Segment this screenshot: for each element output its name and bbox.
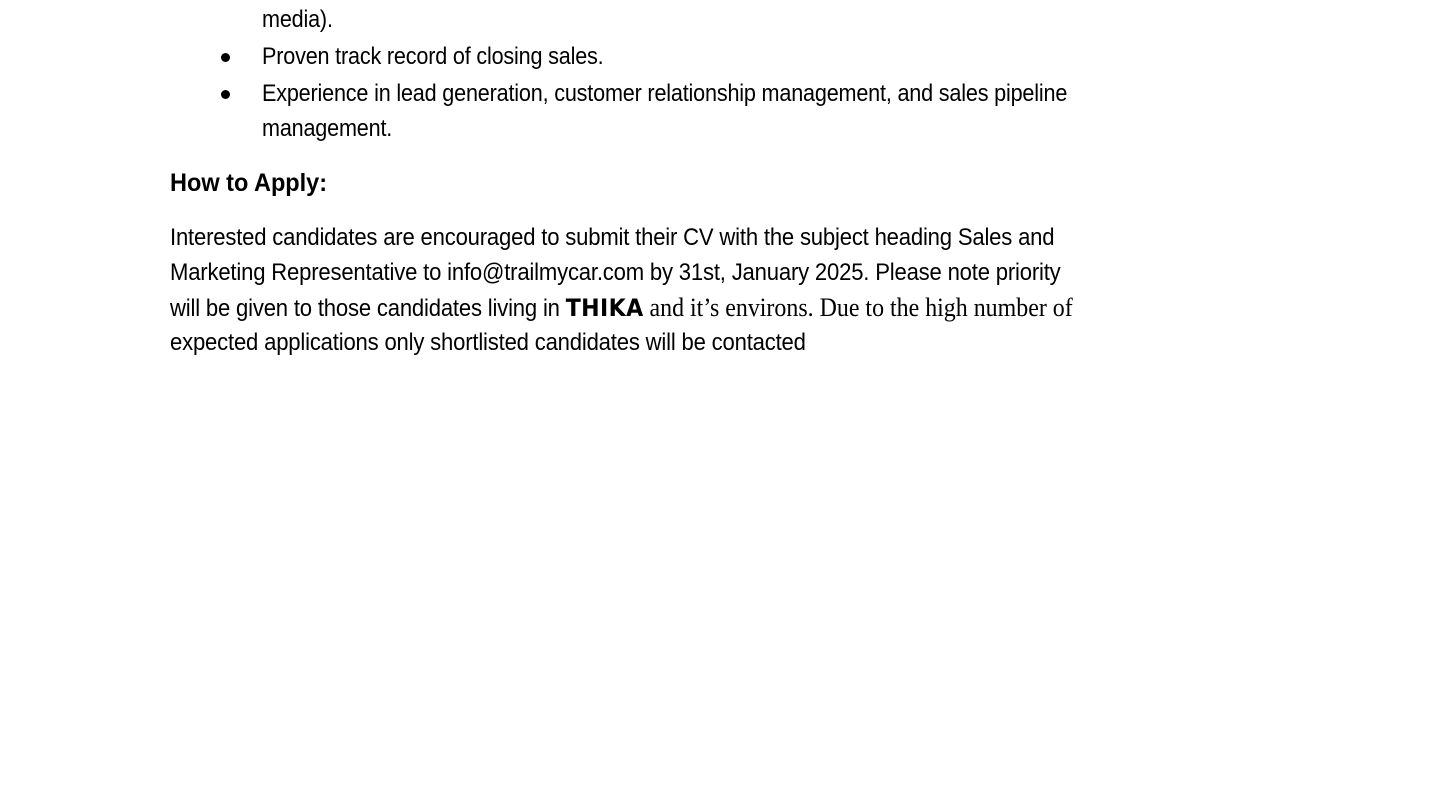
apply-paragraph-line: expected applications only shortlisted candidates will be contacted xyxy=(170,329,806,356)
apply-paragraph-line: Interested candidates are encouraged to submit their CV with the subject heading Sales and xyxy=(170,224,1055,251)
requirement-item-lead-generation: Experience in lead generation, customer relationship management, and sales pipeline xyxy=(262,80,1068,107)
requirement-item-lead-generation-cont: management. xyxy=(262,115,393,142)
requirement-item-continued: media). xyxy=(262,6,333,33)
bullet-icon xyxy=(221,53,230,62)
apply-paragraph-line: Marketing Representative to info@trailmycar.com by 31st, January 2025. Please note priority xyxy=(170,259,1061,286)
how-to-apply-heading: How to Apply: xyxy=(170,169,328,197)
apply-text-serif: and it’s environs. Due to the high number of xyxy=(643,293,1073,322)
apply-text: will be given to those candidates living in xyxy=(170,295,566,322)
bullet-icon xyxy=(221,90,230,99)
apply-paragraph-line xyxy=(170,290,1073,326)
location-highlight: THIKA xyxy=(565,294,644,322)
requirement-item-closing-sales: Proven track record of closing sales. xyxy=(262,43,604,70)
